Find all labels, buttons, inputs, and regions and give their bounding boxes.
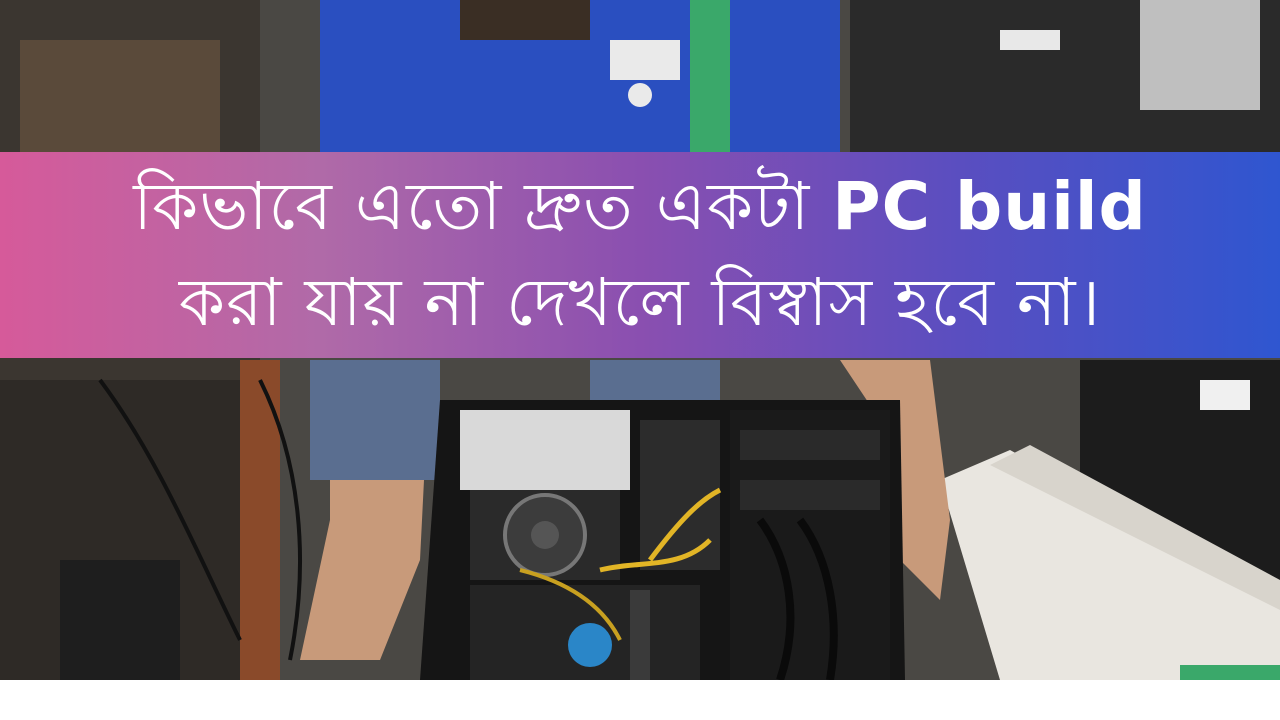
title-line-1-english: PC build bbox=[832, 168, 1147, 245]
title-line-1-bengali: কিভাবে এতো দ্রুত একটা bbox=[133, 168, 833, 245]
bottom-white-strip bbox=[0, 680, 1280, 720]
title-line-1 bbox=[133, 159, 1146, 255]
title-line-2: করা যায় না দেখলে বিস্বাস হবে না। bbox=[178, 264, 1102, 341]
title-banner bbox=[0, 152, 1280, 358]
